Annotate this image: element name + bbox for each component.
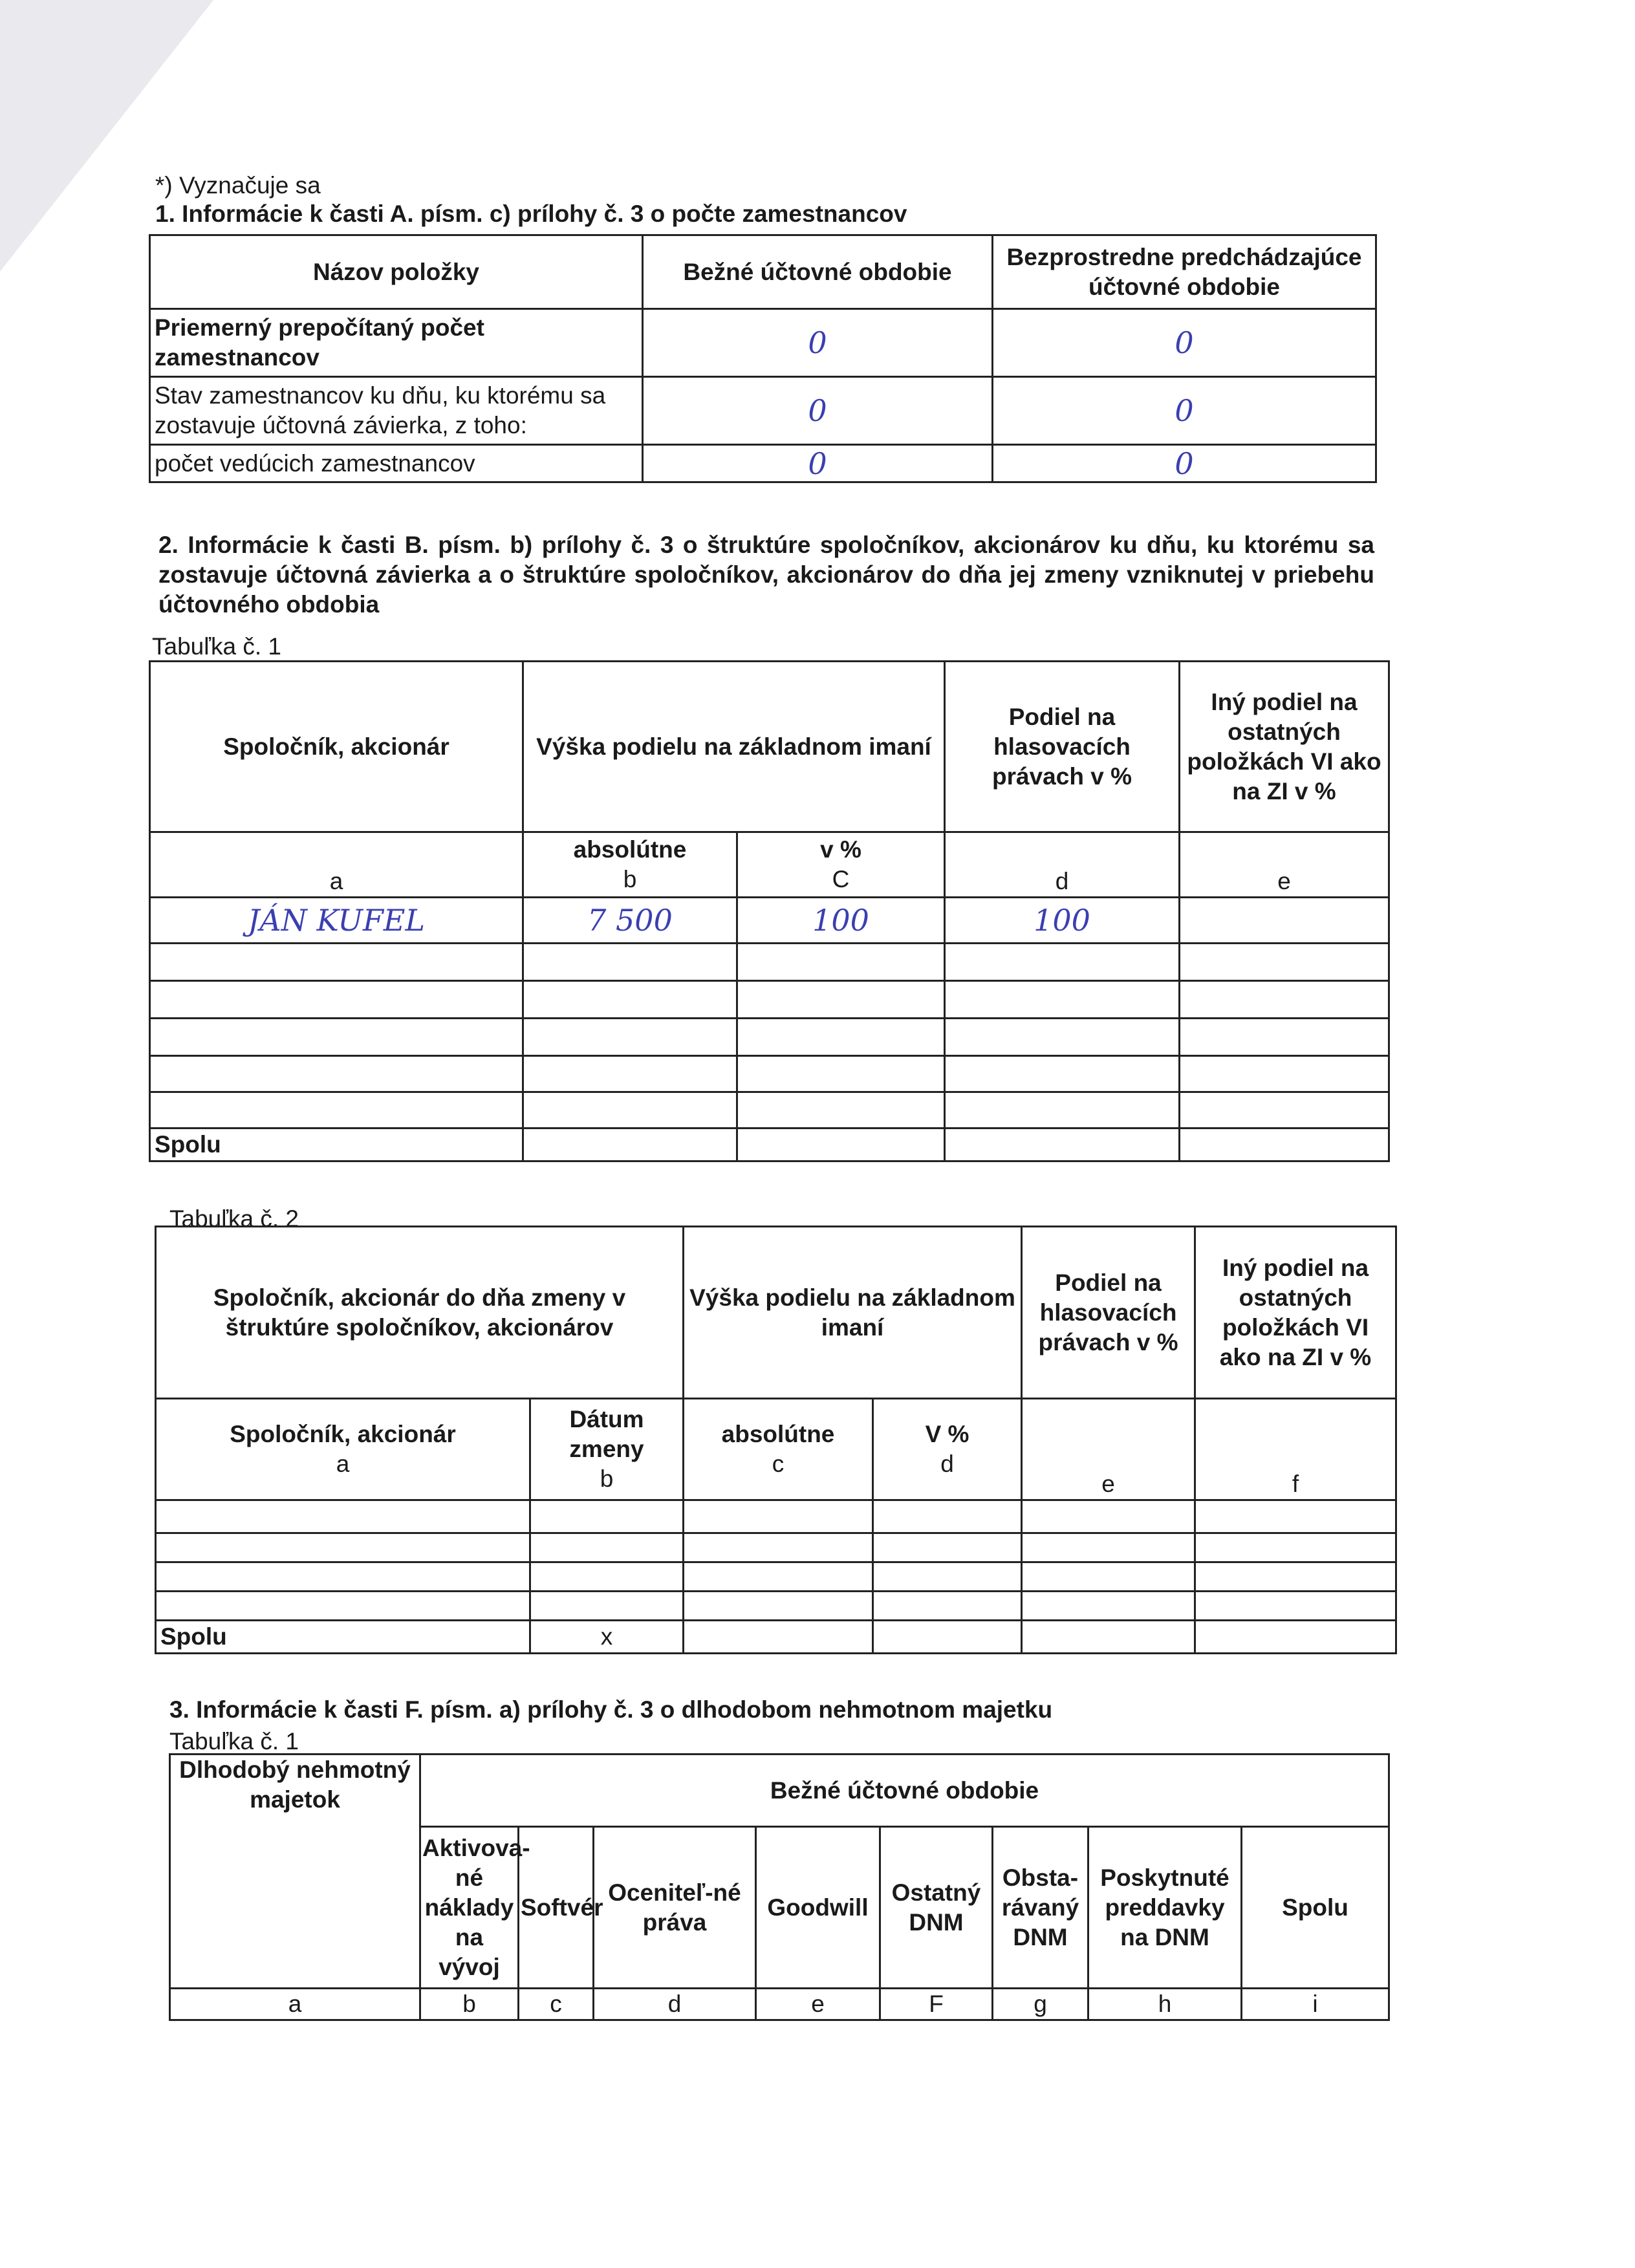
column-letter: d	[945, 832, 1180, 898]
current-value: 0	[643, 309, 993, 377]
shareholder-changes-table	[155, 1226, 1397, 1654]
column-letter: e	[1180, 832, 1389, 898]
header-valuable-rights: Oceniteľ-né práva	[594, 1827, 756, 1989]
header-intangible-asset: Dlhodobý nehmotný majetok	[170, 1755, 420, 1989]
shareholder-name: JÁN KUFEL	[150, 898, 523, 944]
header-other-dnm: Ostatný DNM	[880, 1827, 993, 1989]
subheader-percent: v % C	[737, 832, 945, 898]
header-goodwill: Goodwill	[756, 1827, 880, 1989]
section3-caption: Tabuľka č. 1	[169, 1728, 299, 1755]
column-letter: h	[1088, 1989, 1242, 2020]
header-advances-dnm: Poskytnuté preddavky na DNM	[1088, 1827, 1242, 1989]
subheader-percent: V % d	[873, 1399, 1022, 1500]
current-value: 0	[643, 377, 993, 445]
column-letter: a	[170, 1989, 420, 2020]
total-date-x: x	[530, 1621, 684, 1654]
header-other-share: Iný podiel na ostatných položkách VI ako na ZI v %	[1180, 662, 1389, 832]
table-row	[150, 944, 1389, 981]
table-row	[150, 1092, 1389, 1129]
table-row	[150, 981, 1389, 1019]
header-voting-rights: Podiel na hlasovacích právach v %	[945, 662, 1180, 832]
total-label: Spolu	[150, 1129, 523, 1161]
column-letter: F	[880, 1989, 993, 2020]
header-software: Softvér	[519, 1827, 594, 1989]
table-row	[150, 377, 1376, 445]
header-item-name: Názov položky	[150, 235, 643, 309]
header-development-costs: Aktivova-né náklady na vývoj	[420, 1827, 519, 1989]
intangible-assets-table	[169, 1753, 1390, 2021]
subheader-shareholder: Spoločník, akcionár a	[156, 1399, 530, 1500]
header-current-period: Bežné účtovné obdobie	[643, 235, 993, 309]
total-row	[150, 1129, 1389, 1161]
table-row	[156, 1500, 1396, 1533]
column-letter: d	[594, 1989, 756, 2020]
table-row	[150, 898, 1389, 944]
column-letter: b	[420, 1989, 519, 2020]
header-other-share: Iný podiel na ostatných položkách VI ako na ZI v %	[1195, 1227, 1396, 1399]
table-row	[156, 1562, 1396, 1592]
subheader-change-date: Dátum zmeny b	[530, 1399, 684, 1500]
column-letter: g	[993, 1989, 1088, 2020]
total-label: Spolu	[156, 1621, 530, 1654]
table-row	[150, 1056, 1389, 1092]
header-shareholder: Spoločník, akcionár	[150, 662, 523, 832]
header-capital-share: Výška podielu na základnom imaní	[523, 662, 945, 832]
column-letter: c	[519, 1989, 594, 2020]
section2-title: 2. Informácie k časti B. písm. b) prílohy č. 3 o štruktúre spoločníkov, akcionárov ku dňu, ku ktorému sa zostavuje účtovná závierka a o štruktúre spoločníkov, akcionárov do dňa jej zmeny vzniknutej v priebehu účtovného obdobia	[158, 532, 1374, 618]
table-row	[156, 1592, 1396, 1621]
current-value: 0	[643, 445, 993, 482]
table2-caption: Tabuľka č. 2	[169, 1205, 299, 1232]
previous-value: 0	[993, 377, 1376, 445]
section3-title: 3. Informácie k časti F. písm. a) prílohy č. 3 o dlhodobom nehmotnom majetku	[169, 1696, 1053, 1723]
subheader-absolute: absolútne b	[523, 832, 737, 898]
shareholders-table	[149, 660, 1390, 1162]
previous-value: 0	[993, 445, 1376, 482]
row-label: Priemerný prepočítaný počet zamestnancov	[150, 309, 643, 377]
letters-row	[170, 1989, 1389, 2020]
column-letter: e	[756, 1989, 880, 2020]
previous-value: 0	[993, 309, 1376, 377]
total-row	[156, 1621, 1396, 1654]
section1-title: 1. Informácie k časti A. písm. c) prílohy č. 3 o počte zamestnancov	[155, 200, 907, 227]
scan-corner-fold	[0, 0, 213, 272]
header-capital-share: Výška podielu na základnom imaní	[684, 1227, 1022, 1399]
share-percent: 100	[737, 898, 945, 944]
table-row	[150, 1019, 1389, 1056]
subheader-absolute: absolútne c	[684, 1399, 873, 1500]
footnote: *) Vyznačuje sa	[155, 172, 321, 199]
table-row	[150, 445, 1376, 482]
header-previous-period: Bezprostredne predchádzajúce účtovné obdobie	[993, 235, 1376, 309]
row-label: Stav zamestnancov ku dňu, ku ktorému sa zostavuje účtovná závierka, z toho:	[150, 377, 643, 445]
employees-table	[149, 234, 1377, 483]
share-absolute: 7 500	[523, 898, 737, 944]
table-row	[150, 309, 1376, 377]
column-letter: e	[1022, 1399, 1195, 1500]
voting-percent: 100	[945, 898, 1180, 944]
table-row	[156, 1533, 1396, 1562]
column-letter: i	[1242, 1989, 1389, 2020]
header-voting-rights: Podiel na hlasovacích právach v %	[1022, 1227, 1195, 1399]
header-total: Spolu	[1242, 1827, 1389, 1989]
header-acquired-dnm: Obsta-rávaný DNM	[993, 1827, 1088, 1989]
other-share	[1180, 898, 1389, 944]
table1-caption: Tabuľka č. 1	[152, 633, 282, 660]
column-letter: a	[150, 832, 523, 898]
row-label: počet vedúcich zamestnancov	[150, 445, 643, 482]
column-letter: f	[1195, 1399, 1396, 1500]
header-current-period: Bežné účtovné obdobie	[420, 1755, 1389, 1827]
header-shareholder-before-change: Spoločník, akcionár do dňa zmeny v štruktúre spoločníkov, akcionárov	[156, 1227, 684, 1399]
